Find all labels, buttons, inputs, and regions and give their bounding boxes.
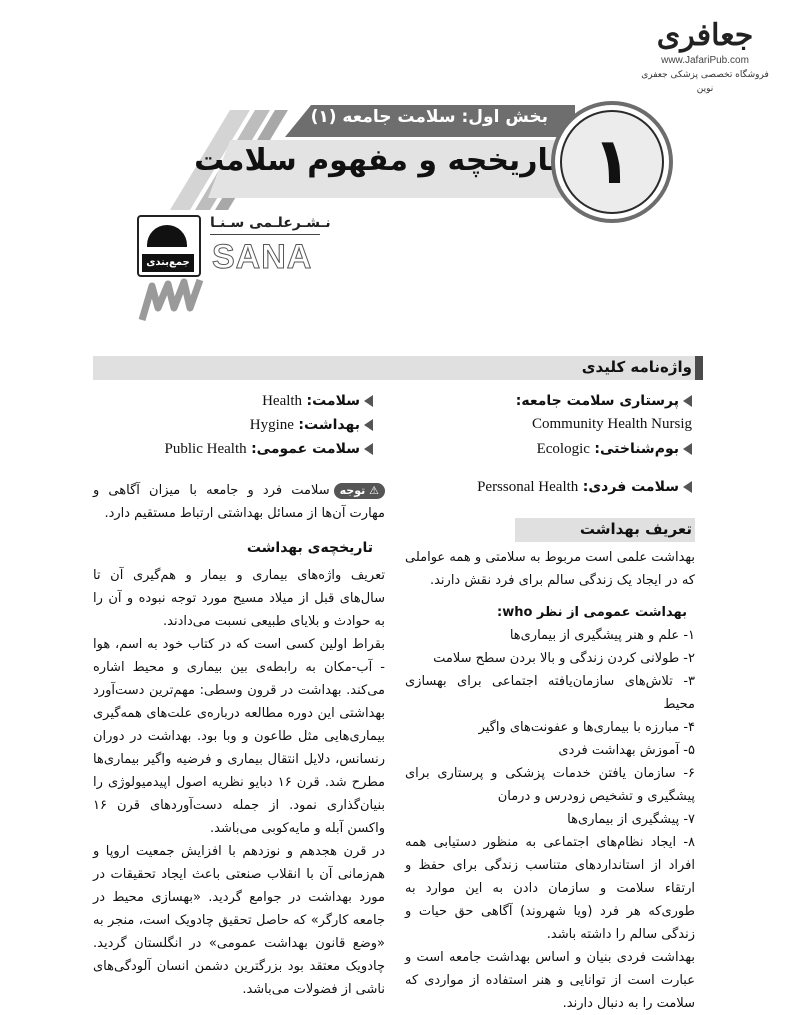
publisher-name: نـشـرعلـمی سـنـا <box>210 215 331 231</box>
note-text: سلامت فرد و جامعه با میزان آگاهی و مهارت آن‌ها از مسائل بهداشتی ارتباط مستقیم دارد. <box>93 483 385 521</box>
keyword-english: Hygine <box>249 417 294 433</box>
who-heading: بهداشت عمومی از نظر who: <box>496 605 687 620</box>
part-title: بخش اول: سلامت جامعه (۱) <box>310 107 548 127</box>
keyword-item <box>537 441 692 458</box>
note-label: توجه <box>339 484 366 497</box>
logo-shop-name: فروشگاه تخصصی پزشکی جعفری نوین <box>641 70 769 94</box>
chapter-title: تاریخچه و مفهوم سلامت <box>194 143 560 178</box>
list-item: ۱- علم و هنر پیشگیری از بیماری‌ها <box>509 628 695 643</box>
publisher-badge-label: جمع‌بندی <box>142 254 194 272</box>
keyword-english: Health <box>262 393 303 409</box>
list-item: ۳- تلاش‌های سازمان‌یافته اجتماعی برای بهسازی محیط <box>405 674 695 712</box>
note-block <box>93 479 385 525</box>
keyword-term: سلامت فردی: <box>582 479 679 495</box>
keyword-item <box>262 393 373 410</box>
keyword-term: بهداشت: <box>298 417 360 433</box>
history-paragraph: تعریف واژه‌های بیماری و بیمار و هم‌گیری آن تا سال‌های قبل از میلاد مسیح مورد توجه نبوده و آن را به حوادث و بلایای طبیعی نسبت می‌دادند. <box>93 568 385 629</box>
publisher-wave-icon <box>138 278 208 328</box>
history-body <box>93 564 385 1001</box>
list-item: ۲- طولانی کردن زندگی و بالا بردن سطح سلامت <box>433 651 695 666</box>
definition-outro: بهداشت فردی بنیان و اساس بهداشت جامعه است و عبارت است از توانایی و هنر استفاده از مواردی که سلامت را به دنبال دارند. <box>405 950 695 1011</box>
arrow-icon <box>364 419 373 431</box>
arrow-icon <box>683 481 692 493</box>
publisher-logo <box>640 18 770 98</box>
keywords-heading: واژه‌نامه کلیدی <box>581 358 692 376</box>
list-item: ۶- سازمان یافتن خدمات پزشکی و پرستاری برای پیشگیری و تشخیص زودرس و درمان <box>405 766 695 804</box>
history-paragraph: بقراط اولین کسی است که در کتاب خود به اسم، هوا - آب-مکان به رابطه‌ی بین بیماری و محیط اشاره می‌کند. بهداشت در قرون وسطی: مهم‌ترین دست‌آورد بهداشتی این دوره مطالعه درباره‌ی علت‌های همه‌گیری بیماری‌هایی مثل طاعون و وبا بود. بهداشت در دوران رنسانس، دلایل انتقال بیماری و فرضیه واگیر بیماری‌ها مطرح شد. قرن ۱۶ دبایو نظریه اصول اپیدمیولوژی را بنیان‌گذاری نمود. از جمله دست‌آوردهای قرن ۱۶ واکسن آبله و مایه‌کوبی می‌باشد. <box>93 637 385 836</box>
note-badge <box>334 483 385 499</box>
gauge-icon <box>147 225 187 247</box>
keyword-term: سلامت عمومی: <box>251 441 360 457</box>
history-heading: تاریخچه‌ی بهداشت <box>246 540 373 556</box>
keyword-english: Community Health Nursig <box>532 416 692 432</box>
publisher-badge <box>137 215 201 277</box>
keyword-item <box>516 393 692 409</box>
logo-url: www.JafariPub.com <box>661 55 749 66</box>
arrow-icon <box>364 395 373 407</box>
who-list <box>405 624 695 1015</box>
keyword-term: پرستاری سلامت جامعه: <box>515 393 679 409</box>
history-paragraph: در قرن هجدهم و نوزدهم با افزایش جمعیت اروپا و هم‌زمانی آن با انقلاب صنعتی باعث ایجاد تحقیقات در مورد بهداشت در جوامع گردید. «بهسازی محیط در جامعه کارگر» که حاصل تحقیق چادویک است، منجر به «وضع قانون بهداشت عمومی» در انگلستان گردید. چادویک معتقد بود بزرگترین دشمن انسان آلودگی‌های ناشی از فضولات می‌باشد. <box>93 844 385 997</box>
keyword-english: Perssonal Health <box>477 479 579 495</box>
keyword-item <box>250 417 373 434</box>
list-item: ۷- پیشگیری از بیماری‌ها <box>567 812 695 827</box>
arrow-icon <box>683 443 692 455</box>
keyword-term: سلامت: <box>306 393 360 409</box>
logo-mark: جعافری <box>656 18 754 53</box>
keywords-marker <box>695 356 703 380</box>
arrow-icon <box>364 443 373 455</box>
keyword-item <box>477 479 692 496</box>
chapter-number: ۱ <box>592 125 632 199</box>
keyword-english: Public Health <box>164 441 247 457</box>
definition-intro: بهداشت علمی است مربوط به سلامتی و همه عواملی که در ایجاد یک زندگی سالم برای فرد نقش دارند. <box>405 550 695 588</box>
warning-icon: ⚠ <box>369 484 379 497</box>
list-item: ۵- آموزش بهداشت فردی <box>558 743 695 758</box>
definition-heading: تعریف بهداشت <box>579 520 692 538</box>
publisher-latin-name: SANA <box>212 238 313 276</box>
list-item: ۴- مبارزه با بیماری‌ها و عفونت‌های واگیر <box>478 720 695 735</box>
arrow-icon <box>683 395 692 407</box>
chapter-number-badge <box>560 110 664 214</box>
keyword-term: بوم‌شناختی: <box>594 441 679 457</box>
list-item: ۸- ایجاد نظام‌های اجتماعی به منظور دستیابی همه افراد از استانداردهای متناسب زندگی برای حفظ و ارتقاء سلامت و سازمان دادن به این موارد به طوری‌که هر فرد (ویا شهروند) آگاهی حق حیات و زندگی سالم را داشته باشد. <box>405 835 695 942</box>
keyword-english: Ecologic <box>536 441 590 457</box>
publisher-divider <box>210 234 320 235</box>
keyword-item <box>165 441 373 458</box>
